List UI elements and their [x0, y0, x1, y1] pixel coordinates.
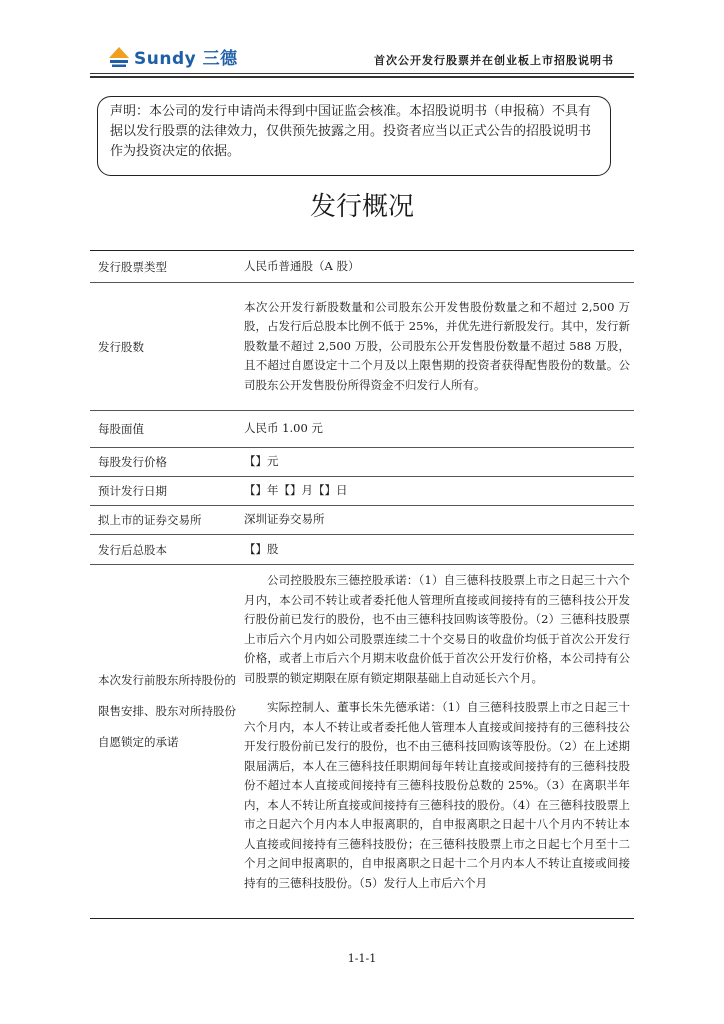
row-value: 【】年【】月【】日 [244, 483, 348, 498]
page-number: 1-1-1 [347, 952, 377, 965]
company-logo [108, 44, 238, 69]
table-row [90, 477, 634, 506]
row-label: 发行股数 [98, 339, 144, 354]
table-row [90, 411, 634, 448]
table-row [90, 283, 634, 411]
commitment-paragraph: 实际控制人、董事长朱先德承诺：（1）自三德科技股票上市之日起三十六个月内，本人不转让或者委托他人管理本人直接或间接持有的三德科技公开发行股份前已发行的股份，也不由三德科技回购该等股份。（2）在上述期限届满后，本人在三德科技任职期间每年转让直接或间接持有的三德科技股份不超过本人直接或间接持有三德科技股份总数的 25%。（3）在离职半年内，本人不转让所直接或间接持有三德科技的股份。（4）在三德科技股票上市之日起六个月内本人申报离职的，自申报离职之日起十八个月内不转让本人直接或间接持有三德科技股份；在三德科技股票上市之日起七个月至十二个月之间申报离职的，自申报离职之日起十二个月内本人不转让直接或间接持有的三德科技股份。（5）发行人上市后六个月 [244, 700, 630, 890]
row-value [238, 565, 634, 919]
row-value: 人民币 1.00 元 [244, 421, 323, 436]
row-value: 【】元 [244, 454, 279, 469]
table-row [90, 535, 634, 565]
row-label: 发行股票类型 [98, 259, 167, 274]
row-value: 人民币普通股（A 股） [244, 258, 360, 273]
table-row [90, 565, 634, 919]
table-row [90, 251, 634, 283]
row-value: 本次公开发行新股数量和公司股东公开发售股份数量之和不超过 2,500 万股，占发行后总股本比例不低于 25%，并优先进行新股发行。其中，发行新股数量不超过 2,500 万股，公司股东公开发售股份数量不超过 588 万股，且不超过自愿设定十二个月及以上限售期的投资者获得配售股份的数量。公司股东公开发售股份所得资金不归发行人所有。 [244, 299, 630, 392]
row-value: 深圳证券交易所 [244, 512, 325, 527]
row-label: 每股面值 [98, 422, 144, 436]
table-row [90, 506, 634, 535]
header-rule-thick [90, 76, 634, 78]
row-label: 每股发行价格 [98, 455, 167, 469]
row-label: 本次发行前股东所持股份的限售安排、股东对所持股份自愿锁定的承诺 [98, 673, 236, 749]
disclaimer-box: 声明：本公司的发行申请尚未得到中国证监会核准。本招股说明书（申报稿）不具有据以发行股票的法律效力，仅供预先披露之用。投资者应当以正式公告的招股说明书作为投资决定的依据。 [97, 96, 611, 176]
table-row [90, 448, 634, 477]
page-header [90, 40, 634, 72]
page-title: 发行概况 [309, 192, 414, 222]
commitment-paragraph: 公司控股股东三德控股承诺：（1）自三德科技股票上市之日起三十六个月内，本公司不转让或者委托他人管理所直接或间接持有的三德科技公开发行股份前已发行的股份，也不由三德科技回购该等股份。（2）三德科技股票上市后六个月内如公司股票连续二十个交易日的收盘价均低于首次公开发行价格，或者上市后六个月期末收盘价低于首次公开发行价格，本公司持有公司股票的锁定期限在原有锁定期限基础上自动延长六个月。 [244, 573, 630, 685]
row-label: 发行后总股本 [98, 542, 167, 557]
logo-text: Sundy 三德 [134, 49, 238, 69]
row-value: 【】股 [244, 541, 279, 556]
row-label: 拟上市的证券交易所 [98, 513, 202, 527]
header-rule [90, 73, 634, 74]
sundy-logo-icon [108, 46, 130, 68]
header-title: 首次公开发行股票并在创业板上市招股说明书 [374, 54, 614, 67]
table-bottom-rule [90, 918, 634, 919]
offering-overview-table [90, 250, 634, 919]
row-label: 预计发行日期 [98, 484, 167, 498]
